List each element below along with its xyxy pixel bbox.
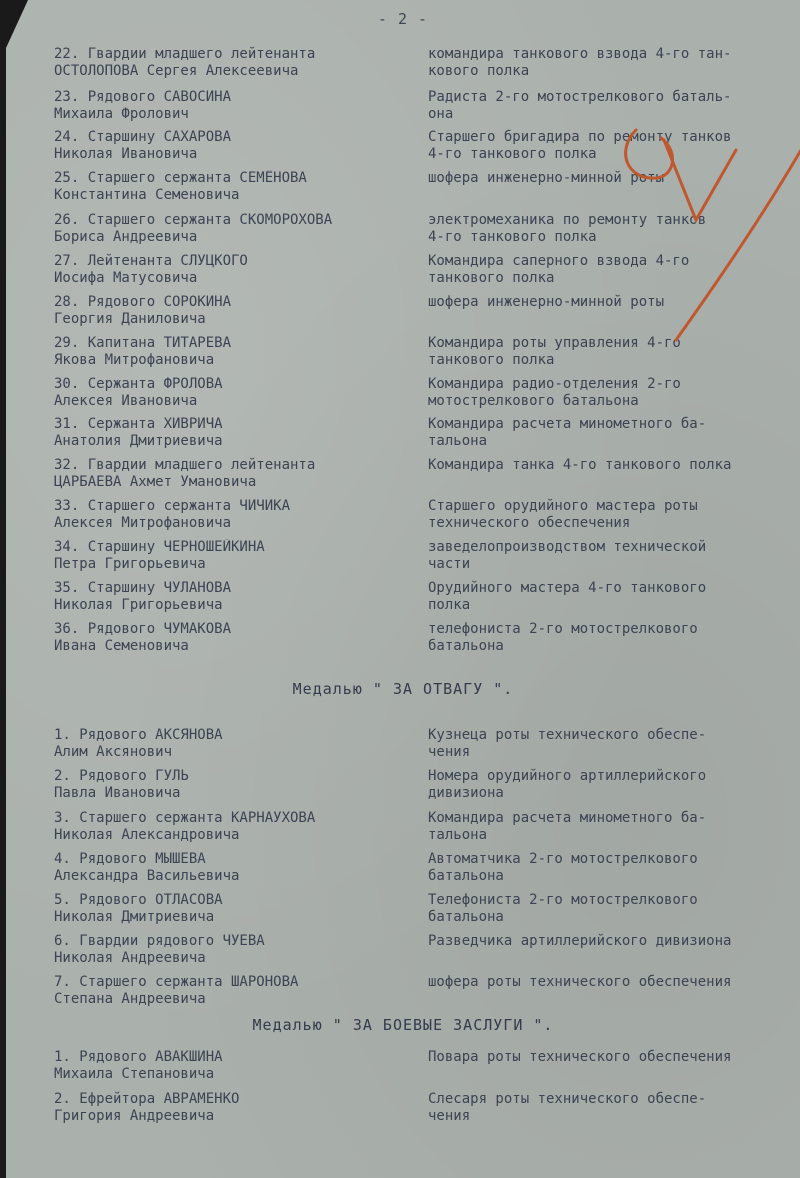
- recipient-full-name: Бориса Андреевича: [54, 229, 198, 245]
- recipient-position-cont: кового полка: [428, 63, 530, 79]
- recipient-position: Радиста 2-го мотострелкового баталь-: [428, 89, 732, 105]
- recipient-position-cont: части: [428, 556, 471, 572]
- recipient-full-name: Иосифа Матусовича: [54, 270, 198, 286]
- recipient-position-cont: тальона: [428, 827, 488, 843]
- recipient-full-name: Георгия Даниловича: [54, 311, 206, 327]
- recipient-rank-name: 32. Гвардии младшего лейтенанта: [54, 457, 316, 473]
- recipient-position-cont: батальона: [428, 638, 504, 654]
- recipient-position-cont: дивизиона: [428, 785, 504, 801]
- recipient-full-name: Николая Андреевича: [54, 950, 206, 966]
- recipient-full-name: Петра Григорьевича: [54, 556, 206, 572]
- recipient-rank-name: 22. Гвардии младшего лейтенанта: [54, 46, 316, 62]
- recipient-position: Слесаря роты технического обеспе-: [428, 1091, 707, 1107]
- page-number: - 2 -: [377, 10, 429, 28]
- recipient-position-cont: танкового полка: [428, 270, 555, 286]
- recipient-rank-name: 31. Сержанта ХИВРИЧА: [54, 416, 223, 432]
- recipient-position-cont: она: [428, 106, 454, 122]
- recipient-position: Телефониста 2-го мотострелкового: [428, 892, 698, 908]
- recipient-rank-name: 30. Сержанта ФРОЛОВА: [54, 376, 223, 392]
- recipient-full-name: Николая Григорьевича: [54, 597, 223, 613]
- recipient-position-cont: [428, 991, 800, 1008]
- recipient-full-name: Николая Дмитриевича: [54, 909, 215, 925]
- recipient-rank-name: 7. Старшего сержанта ШАРОНОВА: [54, 974, 299, 990]
- recipient-position: шофера инженерно-минной роты: [428, 294, 665, 310]
- recipient-position-cont: чения: [428, 744, 471, 760]
- recipient-position: Командира расчета минометного ба-: [428, 810, 707, 826]
- recipient-full-name: Михаила Степановича: [54, 1066, 215, 1082]
- recipient-position: шофера роты технического обеспечения: [428, 974, 732, 990]
- recipient-position-cont: 4-го танкового полка: [428, 229, 597, 245]
- recipient-rank-name: 2. Рядового ГУЛЬ: [54, 768, 189, 784]
- recipient-rank-name: 36. Рядового ЧУМАКОВА: [54, 621, 232, 637]
- recipient-rank-name: 35. Старшину ЧУЛАНОВА: [54, 580, 232, 596]
- recipient-position: Кузнеца роты технического обеспе-: [428, 727, 707, 743]
- recipient-rank-name: 25. Старшего сержанта СЕМЁНОВА: [54, 170, 307, 186]
- recipient-position-cont: батальона: [428, 909, 504, 925]
- recipient-position-cont: 4-го танкового полка: [428, 146, 597, 162]
- recipient-position-cont: чения: [428, 1108, 471, 1124]
- recipient-full-name: Павла Ивановича: [54, 785, 181, 801]
- recipient-position: Орудийного мастера 4-го танкового: [428, 580, 707, 596]
- section-heading-courage: Медалью " ЗА ОТВАГУ ".: [292, 680, 514, 698]
- recipient-position: Командира расчета минометного ба-: [428, 416, 707, 432]
- recipient-rank-name: 24. Старшину САХАРОВА: [54, 129, 232, 145]
- recipient-position-cont: тальона: [428, 433, 488, 449]
- recipient-full-name: Анатолия Дмитриевича: [54, 433, 223, 449]
- recipient-full-name: Михаила Фролович: [54, 106, 189, 122]
- recipient-position: Номера орудийного артиллерийского: [428, 768, 707, 784]
- recipient-position-cont: технического обеспечения: [428, 515, 631, 531]
- recipient-rank-name: 33. Старшего сержанта ЧИЧИКА: [54, 498, 291, 514]
- recipient-position-cont: танкового полка: [428, 352, 555, 368]
- recipient-position: шофера инженерно-минной роты: [428, 170, 665, 186]
- recipient-position-cont: батальона: [428, 868, 504, 884]
- recipient-position: Автоматчика 2-го мотострелкового: [428, 851, 698, 867]
- recipient-position: Командира танка 4-го танкового полка: [428, 457, 732, 473]
- recipient-full-name: Александра Васильевича: [54, 868, 240, 884]
- section-heading-battle-merit: Медалью " ЗА БОЕВЫЕ ЗАСЛУГИ ".: [252, 1016, 554, 1034]
- recipient-position-cont: [428, 950, 800, 967]
- recipient-full-name: Алим Аксянович: [54, 744, 173, 760]
- recipient-position-cont: мотострелкового батальона: [428, 393, 639, 409]
- pencil-stroke-long: [676, 150, 800, 340]
- pencil-stroke-mid: [664, 140, 736, 220]
- recipient-rank-name: 6. Гвардии рядового ЧУЕВА: [54, 933, 265, 949]
- recipient-rank-name: 29. Капитана ТИТАРЕВА: [54, 335, 232, 351]
- recipient-position: Командира роты управления 4-го: [428, 335, 681, 351]
- recipient-rank-name: 27. Лейтенанта СЛУЦКОГО: [54, 253, 248, 269]
- recipient-rank-name: 1. Рядового АКСЯНОВА: [54, 727, 223, 743]
- recipient-rank-name: 2. Ефрейтора АВРАМЕНКО: [54, 1091, 240, 1107]
- recipient-rank-name: 3. Старшего сержанта КАРНАУХОВА: [54, 810, 316, 826]
- recipient-position: заведелопроизводством технической: [428, 539, 707, 555]
- recipient-position: Командира радио-отделения 2-го: [428, 376, 681, 392]
- document-page: [6, 0, 800, 1178]
- recipient-full-name: Алексея Ивановича: [54, 393, 198, 409]
- recipient-position: Разведчика артиллерийского дивизиона: [428, 933, 732, 949]
- recipient-rank-name: 28. Рядового СОРОКИНА: [54, 294, 232, 310]
- recipient-full-name: ЦАРБАЕВА Ахмет Умановича: [54, 474, 257, 490]
- recipient-rank-name: 26. Старшего сержанта СКОМОРОХОВА: [54, 212, 333, 228]
- recipient-position: Старшего бригадира по ремонту танков: [428, 129, 732, 145]
- pencil-stroke-left: [626, 130, 673, 178]
- recipient-rank-name: 23. Рядового САВОСИНА: [54, 89, 232, 105]
- recipient-full-name: Якова Митрофановича: [54, 352, 215, 368]
- recipient-position: телефониста 2-го мотострелкового: [428, 621, 698, 637]
- recipient-position: Старшего орудийного мастера роты: [428, 498, 698, 514]
- recipient-full-name: Николая Александровича: [54, 827, 240, 843]
- recipient-position: Повара роты технического обеспечения: [428, 1049, 732, 1065]
- recipient-full-name: ОСТОЛОПОВА Сергея Алексеевича: [54, 63, 299, 79]
- recipient-position-cont: [428, 474, 800, 491]
- recipient-rank-name: 1. Рядового АВАКШИНА: [54, 1049, 223, 1065]
- recipient-full-name: Константина Семеновича: [54, 187, 240, 203]
- recipient-position-cont: [428, 1066, 800, 1083]
- recipient-full-name: Николая Ивановича: [54, 146, 198, 162]
- recipient-rank-name: 5. Рядового ОТЛАСОВА: [54, 892, 223, 908]
- recipient-full-name: Григория Андреевича: [54, 1108, 215, 1124]
- recipient-rank-name: 34. Старшину ЧЕРНОШЕЙКИНА: [54, 539, 265, 555]
- recipient-full-name: Ивана Семеновича: [54, 638, 189, 654]
- recipient-position: командира танкового взвода 4-го тан-: [428, 46, 732, 62]
- recipient-position: Командира саперного взвода 4-го: [428, 253, 690, 269]
- recipient-full-name: Алексея Митрофановича: [54, 515, 232, 531]
- recipient-position-cont: полка: [428, 597, 471, 613]
- recipient-position: электромеханика по ремонту танков: [428, 212, 707, 228]
- handwritten-pencil-mark: [606, 110, 800, 350]
- recipient-rank-name: 4. Рядового МЫШЕВА: [54, 851, 206, 867]
- recipient-full-name: Степана Андреевича: [54, 991, 206, 1007]
